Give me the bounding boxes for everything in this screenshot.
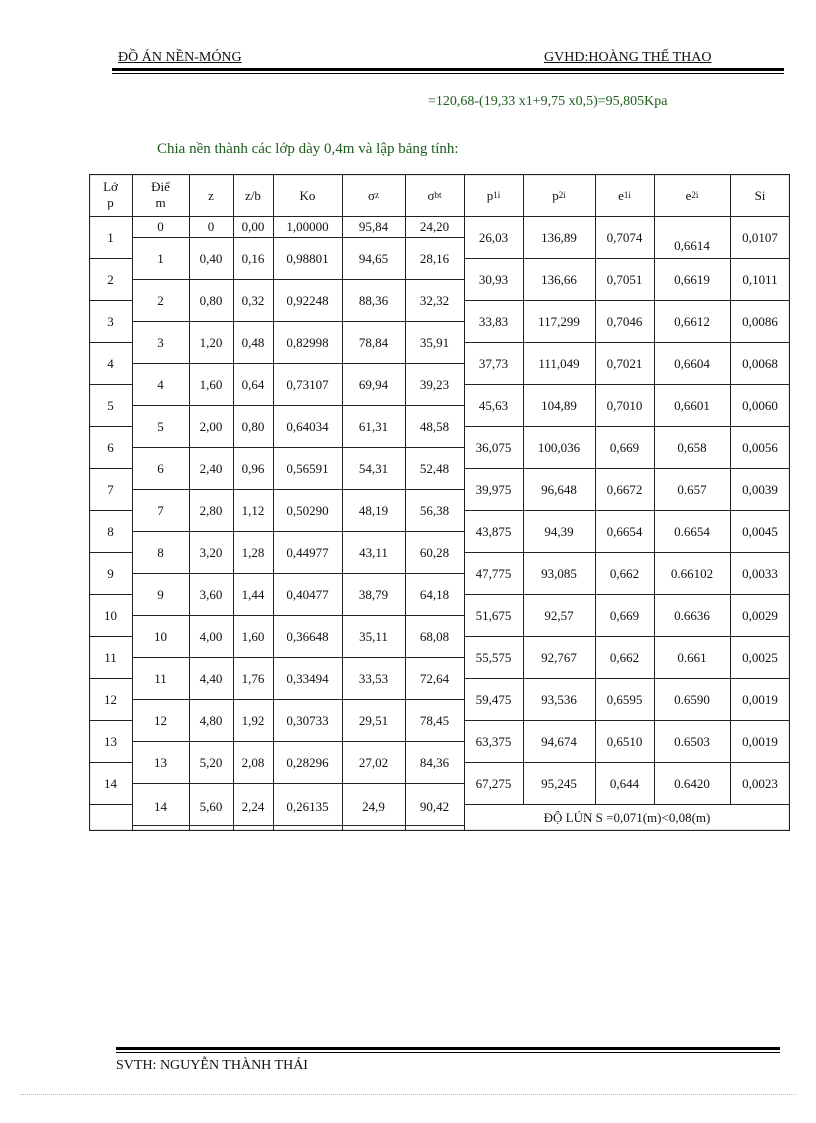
header-e2i-subscript: 2i: [691, 189, 699, 200]
e1i-value: 0,7021: [606, 355, 643, 371]
e2i-value: 0.6420: [674, 775, 710, 791]
coef-ko: 0,40477: [286, 586, 329, 602]
p1i-value: 39,975: [475, 481, 512, 497]
si-value: 0,0023: [742, 775, 778, 791]
si-value: 0,0068: [742, 355, 778, 371]
sigma-z-value: 33,53: [358, 670, 389, 686]
e1i-value: 0,7074: [606, 229, 643, 245]
point-number: 11: [154, 670, 167, 686]
depth-z: 0,40: [199, 250, 223, 266]
sigma-z-value: 95,84: [358, 219, 389, 234]
sigma-z-value: 35,11: [359, 628, 388, 644]
e1i-value: 0,669: [609, 607, 640, 623]
header-sigma-bt: [405, 174, 464, 216]
depth-z: 5,60: [199, 799, 223, 814]
sigma-z-value: 43,11: [359, 544, 388, 560]
e2i-value: 0,658: [677, 439, 707, 455]
header-e1i-subscript: 1i: [623, 189, 631, 200]
sigma-z-value: 61,31: [358, 418, 389, 434]
e1i-value: 0,7046: [606, 313, 643, 329]
p1i-value: 37,73: [478, 355, 509, 371]
p1i-value: 67,275: [475, 775, 512, 791]
p2i-value: 104,89: [541, 397, 577, 413]
point-number: 14: [154, 799, 167, 814]
sigma-bt-value: 64,18: [419, 586, 450, 602]
layer-number: 8: [107, 523, 114, 539]
depth-z: 1,20: [199, 334, 223, 350]
footer-rule-thick: [116, 1047, 780, 1050]
point-number: 12: [154, 712, 167, 728]
e2i-value: 0.6503: [674, 733, 710, 749]
point-number: 1: [157, 250, 164, 266]
ratio-z-b: 0,48: [241, 334, 265, 350]
e2i-value: 0.6590: [674, 691, 710, 707]
p2i-value: 93,536: [541, 691, 577, 707]
point-number: 13: [154, 754, 167, 770]
layer-number: 13: [104, 733, 117, 749]
p1i-value: 36,075: [475, 439, 512, 455]
sigma-bt-value: 68,08: [419, 628, 450, 644]
sigma-bt-value: 78,45: [419, 712, 450, 728]
sigma-z-value: 27,02: [358, 754, 389, 770]
coef-ko: 0,82998: [286, 334, 329, 350]
ratio-z-b: 0,96: [241, 460, 265, 476]
ratio-z-b: 0,16: [241, 250, 265, 266]
e1i-value: 0,662: [609, 649, 640, 665]
depth-z: 1,60: [199, 376, 223, 392]
header-point-part: Điể: [151, 178, 170, 194]
layer-number: 3: [107, 313, 114, 329]
e2i-value: 0,6604: [674, 355, 710, 371]
coef-ko: 0,50290: [286, 502, 329, 518]
layer-number: 12: [104, 691, 117, 707]
p2i-value: 111,049: [538, 355, 580, 371]
header-rule-thick: [112, 68, 784, 71]
header-si: Si: [754, 187, 766, 203]
sigma-bt-value: 56,38: [419, 502, 450, 518]
sigma-bt-value: 90,42: [419, 799, 450, 814]
depth-z: 2,00: [199, 418, 223, 434]
si-value: 0,0056: [742, 439, 778, 455]
e2i-value: 0,6619: [674, 271, 710, 287]
sigma-z-value: 94,65: [358, 250, 389, 266]
depth-z: 4,40: [199, 670, 223, 686]
e2i-value: 0,6612: [674, 313, 710, 329]
coef-ko: 0,26135: [286, 799, 329, 814]
p1i-value: 43,875: [475, 523, 512, 539]
depth-z: 2,80: [199, 502, 223, 518]
si-value: 0,0025: [742, 649, 778, 665]
header-z: z: [208, 187, 214, 203]
depth-z: 0: [207, 219, 215, 234]
header-p1i-subscript: 1i: [493, 189, 501, 200]
header-ko: Ko: [299, 187, 316, 203]
settlement-table: [89, 174, 790, 831]
si-value: 0,0033: [742, 565, 778, 581]
p2i-value: 117,299: [538, 313, 580, 329]
ratio-z-b: 2,24: [241, 799, 265, 814]
layer-number: 10: [104, 607, 117, 623]
point-number: 8: [157, 544, 164, 560]
layer-number: 1: [107, 229, 114, 245]
footer-rule-thin: [116, 1052, 780, 1053]
si-value: 0,0039: [742, 481, 778, 497]
layer-number: 9: [107, 565, 114, 581]
header-point: [132, 174, 189, 216]
depth-z: 3,60: [199, 586, 223, 602]
sigma-bt-value: 35,91: [419, 334, 450, 350]
header-e2i-symbol: e: [685, 187, 692, 203]
e2i-value: 0.66102: [670, 565, 714, 581]
depth-z: 0,80: [199, 292, 223, 308]
point-number: 2: [157, 292, 164, 308]
p2i-value: 94,674: [541, 733, 577, 749]
header-layer-part: p: [107, 195, 114, 210]
layer-number: 6: [107, 439, 114, 455]
header-sigma-bt-subscript: bt: [434, 189, 442, 200]
e2i-value: 0.6636: [674, 607, 710, 623]
sigma-z-value: 29,51: [358, 712, 389, 728]
point-number: 0: [157, 219, 164, 234]
coef-ko: 0,36648: [286, 628, 329, 644]
sigma-bt-value: 28,16: [419, 250, 450, 266]
e2i-value: 0.657: [677, 481, 707, 497]
point-number: 5: [157, 418, 164, 434]
si-value: 0,0060: [742, 397, 778, 413]
table-intro-text: Chia nền thành các lớp dày 0,4m và lập bảng tính:: [157, 141, 459, 157]
point-number: 9: [157, 586, 164, 602]
sigma-bt-value: 39,23: [419, 376, 450, 392]
coef-ko: 0,64034: [286, 418, 329, 434]
p1i-value: 55,575: [475, 649, 512, 665]
e2i-value: 0,6614: [674, 238, 710, 253]
e1i-value: 0,662: [609, 565, 640, 581]
si-value: 0,0019: [742, 733, 778, 749]
header-instructor: GVHD:HOÀNG THẾ THAO: [544, 50, 712, 65]
e1i-value: 0,6595: [606, 691, 643, 707]
p2i-value: 95,245: [541, 775, 577, 791]
si-value: 0,0107: [742, 229, 778, 245]
sigma-bt-value: 52,48: [419, 460, 450, 476]
header-e1i: [595, 174, 654, 216]
coef-ko: 0,98801: [286, 250, 329, 266]
sigma-bt-value: 32,32: [419, 292, 450, 308]
p1i-value: 63,375: [475, 733, 512, 749]
header-point-part: m: [155, 195, 166, 210]
pressure-formula: =120,68-(19,33 x1+9,75 x0,5)=95,805Kpa: [428, 94, 668, 109]
header-e2i: [654, 174, 730, 216]
layer-number: 2: [107, 271, 114, 287]
layer-number: 7: [107, 481, 114, 497]
header-project-title: ĐỒ ÁN NỀN-MÓNG: [118, 50, 242, 65]
ratio-z-b: 1,60: [241, 628, 265, 644]
point-number: 4: [157, 376, 164, 392]
depth-z: 2,40: [199, 460, 223, 476]
p2i-value: 96,648: [541, 481, 577, 497]
header-layer-part: Lớ: [103, 178, 118, 194]
header-sigma-z-symbol: σ: [367, 187, 375, 203]
p1i-value: 33,83: [478, 313, 509, 329]
sigma-z-value: 88,36: [358, 292, 389, 308]
p1i-value: 30,93: [478, 271, 509, 287]
p1i-value: 51,675: [475, 607, 512, 623]
p1i-value: 47,775: [475, 565, 512, 581]
e1i-value: 0,6672: [606, 481, 643, 497]
p2i-value: 136,89: [541, 229, 577, 245]
p1i-value: 26,03: [478, 229, 509, 245]
p1i-value: 45,63: [478, 397, 509, 413]
e1i-value: 0,7051: [606, 271, 643, 287]
p2i-value: 136,66: [541, 271, 577, 287]
layer-number: 14: [104, 775, 117, 791]
sigma-z-value: 54,31: [358, 460, 389, 476]
ratio-z-b: 1,12: [241, 502, 265, 518]
coef-ko: 0,73107: [286, 376, 329, 392]
coef-ko: 0,30733: [286, 712, 329, 728]
e1i-value: 0,6510: [606, 733, 643, 749]
si-value: 0,1011: [742, 271, 778, 287]
sigma-bt-value: 60,28: [419, 544, 450, 560]
coef-ko: 0,33494: [286, 670, 329, 686]
header-p2i-subscript: 2i: [558, 189, 566, 200]
header-e1i-symbol: e: [618, 187, 624, 203]
coef-ko: 0,28296: [286, 754, 329, 770]
coef-ko: 1,00000: [286, 219, 329, 234]
point-number: 10: [154, 628, 167, 644]
p2i-value: 92,57: [544, 607, 574, 623]
header-rule-thin: [112, 73, 784, 74]
si-value: 0,0045: [742, 523, 778, 539]
p2i-value: 100,036: [537, 439, 581, 455]
ratio-z-b: 1,44: [241, 586, 265, 602]
layer-number: 11: [104, 649, 117, 665]
si-value: 0,0086: [742, 313, 778, 329]
ratio-z-b: 2,08: [241, 754, 265, 770]
sigma-bt-value: 48,58: [419, 418, 450, 434]
header-sigma-bt-symbol: σ: [427, 187, 435, 203]
si-value: 0,0029: [742, 607, 778, 623]
ratio-z-b: 1,76: [241, 670, 265, 686]
p2i-value: 94,39: [544, 523, 574, 539]
header-z-over-b: z/b: [245, 187, 261, 203]
e1i-value: 0,644: [609, 775, 640, 791]
ratio-z-b: 1,28: [241, 544, 265, 560]
e2i-value: 0.6654: [674, 523, 710, 539]
depth-z: 4,00: [199, 628, 223, 644]
header-layer: [89, 174, 132, 216]
header-p2i-symbol: p: [552, 187, 559, 203]
point-number: 3: [157, 334, 164, 350]
sigma-z-value: 78,84: [358, 334, 389, 350]
e1i-value: 0,7010: [606, 397, 643, 413]
sigma-z-value: 24,9: [362, 799, 385, 814]
ratio-z-b: 0,32: [241, 292, 265, 308]
sigma-z-value: 69,94: [358, 376, 389, 392]
e2i-value: 0.661: [677, 649, 707, 665]
p1i-value: 59,475: [475, 691, 512, 707]
depth-z: 4,80: [199, 712, 223, 728]
total-settlement: ĐỘ LÚN S =0,071(m)<0,08(m): [543, 810, 711, 825]
si-value: 0,0019: [742, 691, 778, 707]
ratio-z-b: 0,00: [241, 219, 265, 234]
sigma-z-value: 48,19: [358, 502, 389, 518]
sigma-bt-value: 84,36: [419, 754, 450, 770]
coef-ko: 0,92248: [286, 292, 329, 308]
ratio-z-b: 0,64: [241, 376, 265, 392]
sigma-bt-value: 72,64: [419, 670, 450, 686]
p2i-value: 93,085: [541, 565, 577, 581]
header-sigma-z-subscript: z: [375, 189, 379, 200]
e1i-value: 0,6654: [606, 523, 643, 539]
page-bottom-divider: [20, 1094, 796, 1095]
ratio-z-b: 1,92: [241, 712, 265, 728]
header-p1i-symbol: p: [486, 187, 494, 203]
header-sigma-z: [342, 174, 405, 216]
ratio-z-b: 0,80: [241, 418, 265, 434]
e1i-value: 0,669: [609, 439, 640, 455]
layer-number: 5: [107, 397, 114, 413]
coef-ko: 0,56591: [286, 460, 329, 476]
sigma-z-value: 38,79: [358, 586, 389, 602]
point-number: 7: [157, 502, 164, 518]
point-number: 6: [157, 460, 164, 476]
header-p1i: [464, 174, 523, 216]
depth-z: 3,20: [199, 544, 223, 560]
e2i-value: 0,6601: [674, 397, 710, 413]
layer-number: 4: [107, 355, 114, 371]
coef-ko: 0,44977: [286, 544, 329, 560]
p2i-value: 92,767: [541, 649, 577, 665]
depth-z: 5,20: [199, 754, 223, 770]
header-p2i: [523, 174, 595, 216]
sigma-bt-value: 24,20: [419, 219, 450, 234]
footer-student: SVTH: NGUYỄN THÀNH THÁI: [116, 1058, 308, 1073]
